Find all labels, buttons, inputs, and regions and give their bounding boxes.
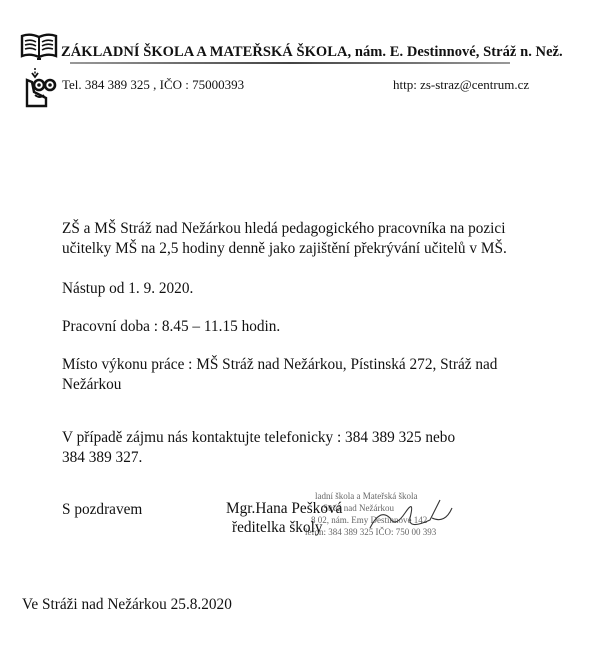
working-hours: Pracovní doba : 8.45 – 11.15 hodin. bbox=[62, 318, 281, 335]
open-book-icon bbox=[20, 32, 58, 62]
school-letterhead-title: ZÁKLADNÍ ŠKOLA A MATEŘSKÁ ŠKOLA, nám. E. Destinnové, Stráž n. Než. bbox=[61, 44, 563, 60]
header-web-contact: http: zs-straz@centrum.cz bbox=[393, 77, 530, 92]
workplace-line-2: Nežárkou bbox=[62, 376, 122, 393]
owl-face-icon bbox=[24, 68, 60, 108]
contact-line-1: V případě zájmu nás kontaktujte telefonicky : 384 389 325 nebo bbox=[62, 429, 456, 446]
start-date: Nástup od 1. 9. 2020. bbox=[62, 280, 194, 297]
handwritten-signature bbox=[360, 488, 460, 538]
contact-line-2: 384 389 327. bbox=[62, 449, 143, 466]
greeting: S pozdravem bbox=[62, 501, 143, 518]
signatory-role: ředitelka školy bbox=[232, 519, 323, 536]
stamp-line: 8 02, nám. Emy Destinnové 142 bbox=[311, 515, 428, 525]
workplace-line-1: Místo výkonu práce : MŠ Stráž nad Nežárkou, Pístinská 272, Stráž nad bbox=[62, 356, 498, 373]
announcement-line-2: učitelky MŠ na 2,5 hodiny denně jako zajištění překrývání učitelů v MŠ. bbox=[62, 240, 507, 257]
header-phone-ico: Tel. 384 389 325 , IČO : 75000393 bbox=[62, 77, 245, 92]
header-divider bbox=[70, 62, 510, 64]
stamp-line: lefon: 384 389 325 IČO: 750 00 393 bbox=[305, 527, 437, 537]
place-and-date: Ve Stráži nad Nežárkou 25.8.2020 bbox=[22, 596, 232, 613]
announcement-line-1: ZŠ a MŠ Stráž nad Nežárkou hledá pedagogického pracovníka na pozici bbox=[62, 220, 506, 237]
stamp-line: Stráž nad Nežárkou bbox=[323, 503, 394, 513]
stamp-line: ladní škola a Mateřská škola bbox=[315, 491, 418, 501]
signatory-name: Mgr.Hana Pešková bbox=[226, 500, 343, 517]
